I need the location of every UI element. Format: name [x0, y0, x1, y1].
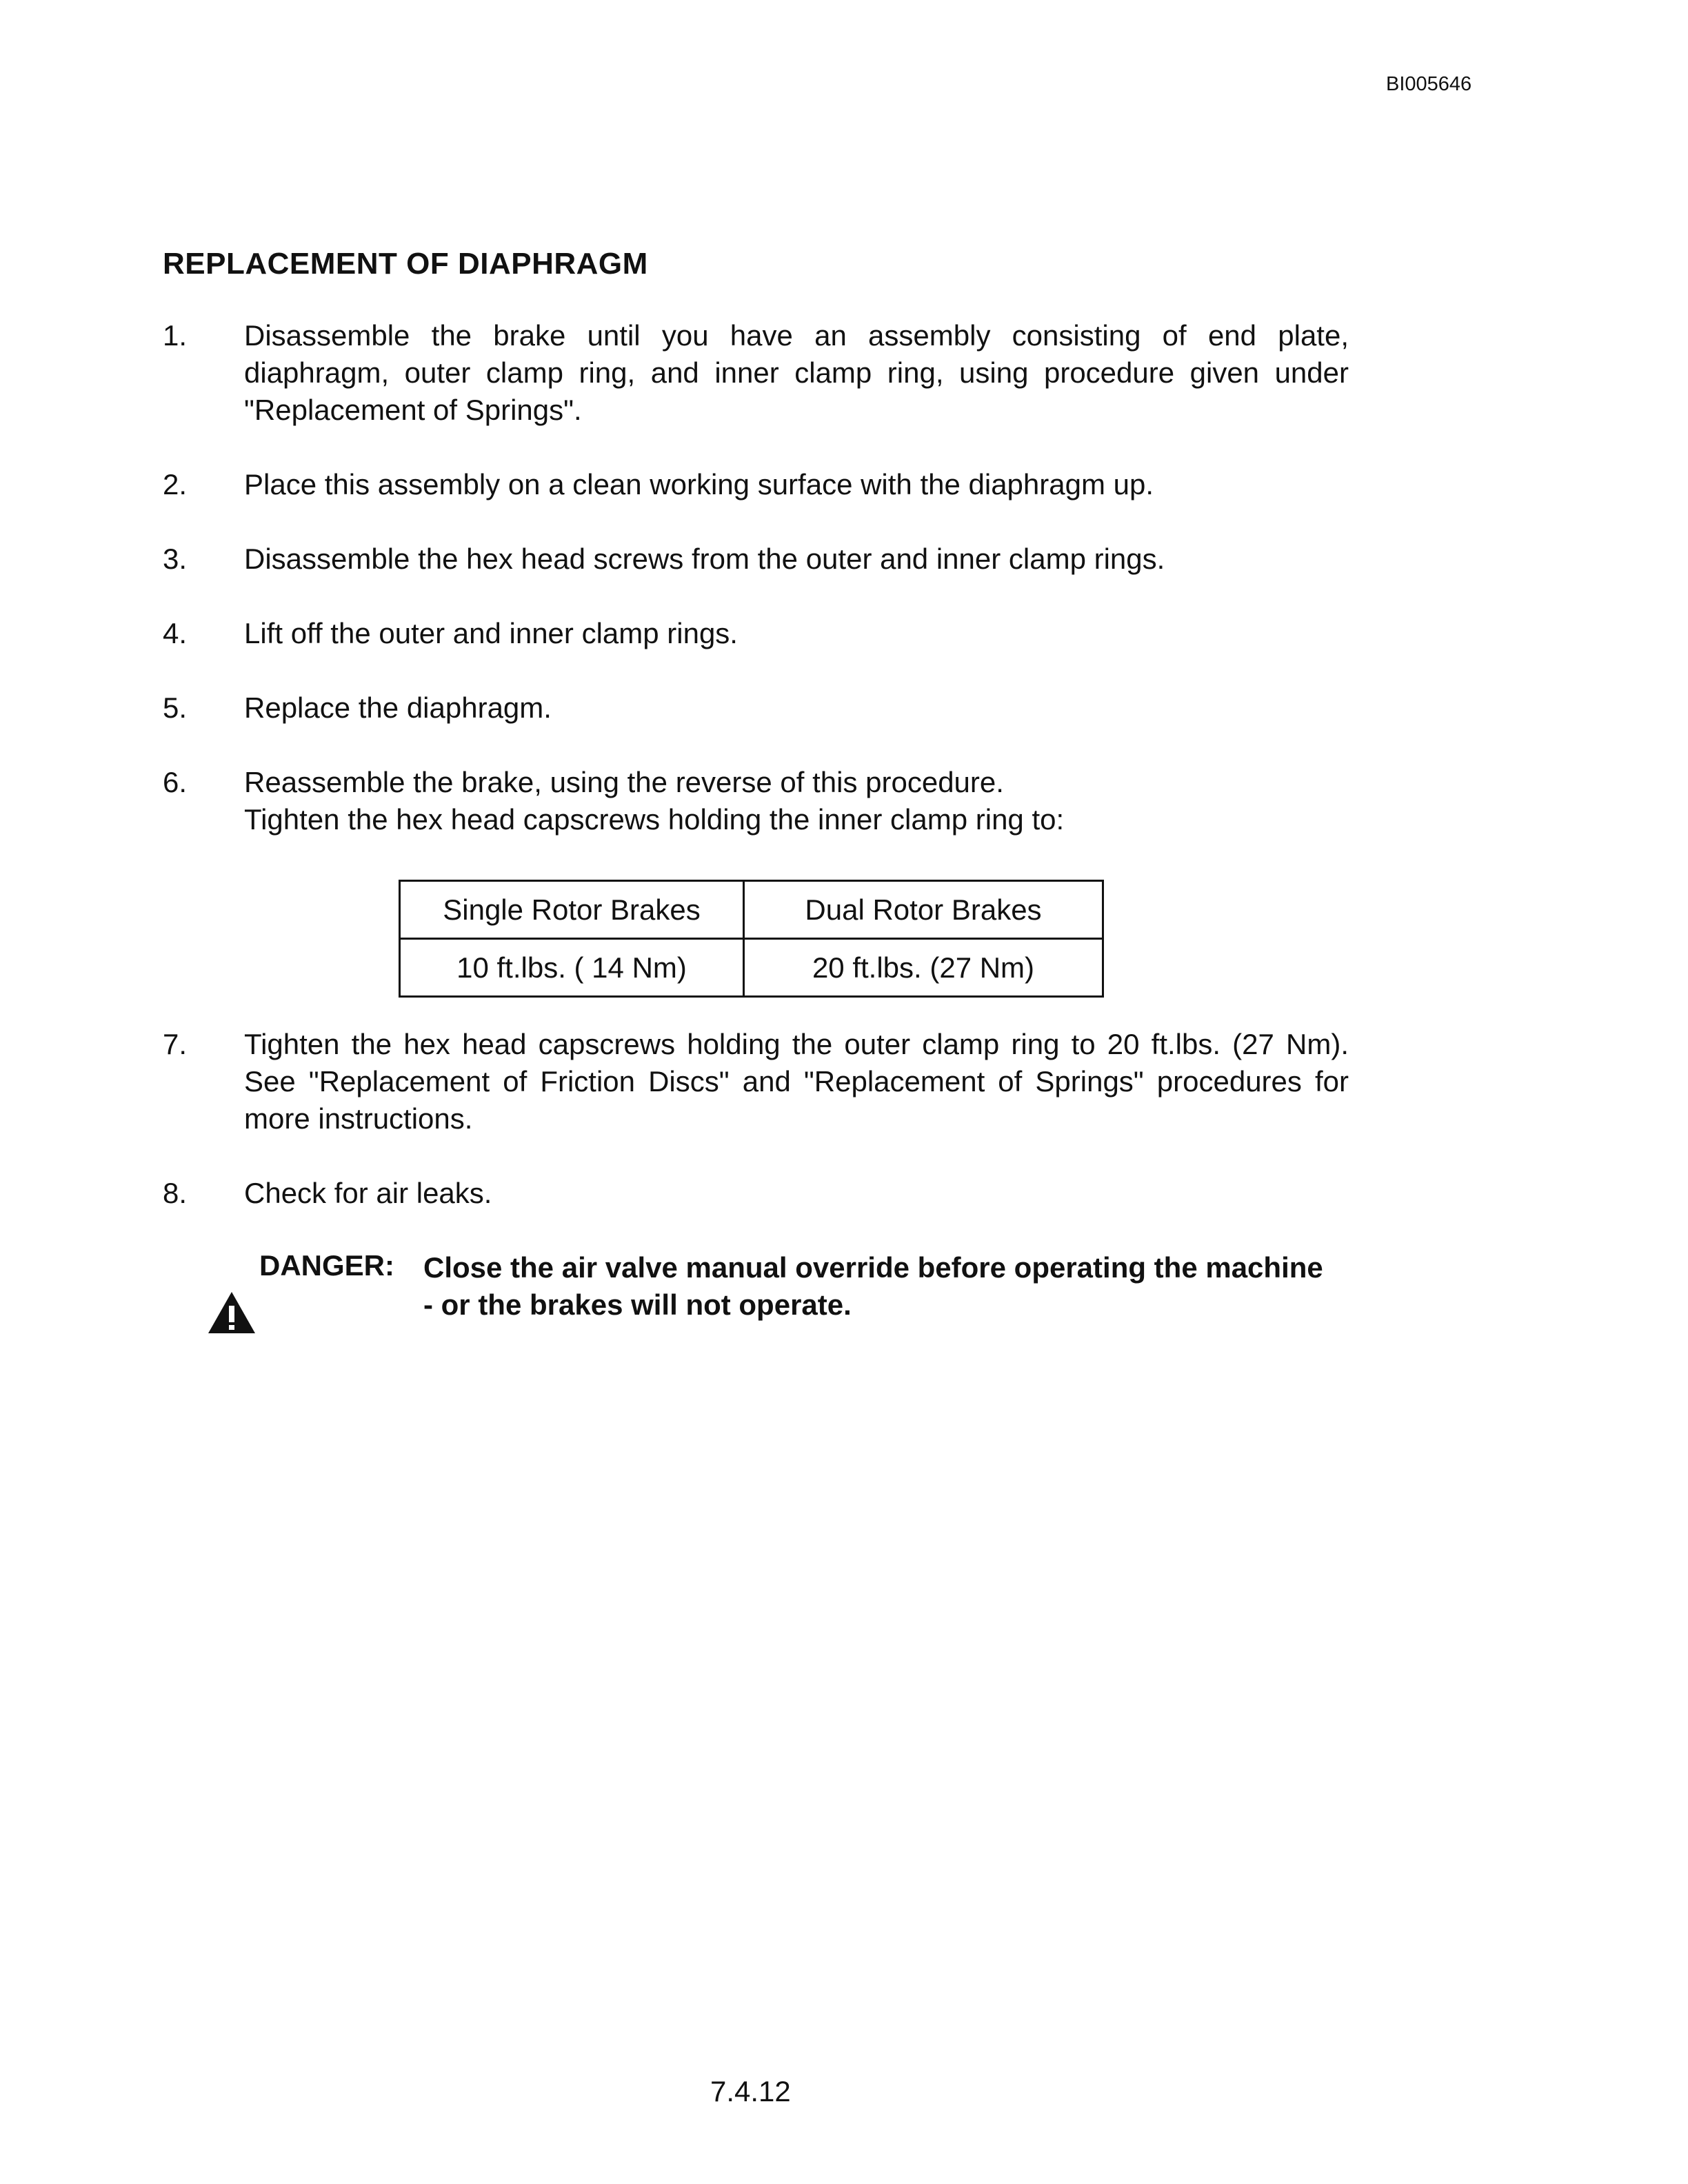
step-line: Check for air leaks. [244, 1177, 492, 1209]
table-cell: 10 ft.lbs. ( 14 Nm) [400, 939, 744, 997]
step-line: "Replacement of Springs". [244, 394, 582, 426]
step-text [244, 317, 1349, 429]
danger-line: Close the air valve manual override before operating the machine [423, 1251, 1323, 1284]
step-line: Replace the diaphragm. [244, 691, 552, 724]
danger-message [423, 1249, 1323, 1324]
step-7 [163, 1026, 1349, 1138]
step-line: Disassemble the brake until you have an assembly consisting of end plate, [244, 319, 1349, 352]
step-2 [163, 466, 1349, 503]
step-number: 6. [163, 766, 188, 798]
table-row [400, 939, 1103, 997]
step-text [244, 466, 1349, 503]
danger-label: DANGER: [259, 1249, 394, 1282]
danger-notice [207, 1249, 1379, 1346]
step-line: Reassemble the brake, using the reverse of this procedure. [244, 766, 1004, 798]
step-line: diaphragm, outer clamp ring, and inner clamp ring, using procedure given under [244, 356, 1349, 389]
step-text [244, 1175, 1349, 1212]
section-title: REPLACEMENT OF DIAPHRAGM [163, 247, 648, 281]
step-5 [163, 689, 1349, 727]
step-6 [163, 764, 1349, 838]
table-cell: 20 ft.lbs. (27 Nm) [744, 939, 1103, 997]
step-4 [163, 615, 1349, 652]
step-line: more instructions. [244, 1102, 473, 1135]
step-number: 3. [163, 543, 188, 575]
step-line: Place this assembly on a clean working surface with the diaphragm up. [244, 468, 1154, 501]
step-line: Tighten the hex head capscrews holding the outer clamp ring to 20 ft.lbs. (27 Nm). [244, 1028, 1349, 1060]
step-3 [163, 540, 1349, 578]
step-number: 8. [163, 1177, 188, 1209]
step-line: Disassemble the hex head screws from the outer and inner clamp rings. [244, 543, 1165, 575]
torque-table [399, 880, 1104, 998]
procedure-steps [163, 317, 1349, 1212]
step-line: Tighten the hex head capscrews holding the inner clamp ring to: [244, 803, 1065, 836]
step-text [244, 615, 1349, 652]
step-number: 4. [163, 617, 188, 649]
step-number: 1. [163, 319, 188, 352]
table-header-cell: Single Rotor Brakes [400, 881, 744, 939]
step-number: 7. [163, 1028, 188, 1060]
step-line: Lift off the outer and inner clamp rings. [244, 617, 738, 649]
step-text [244, 689, 1349, 727]
step-1 [163, 317, 1349, 429]
step-number: 2. [163, 468, 188, 501]
step-line: See "Replacement of Friction Discs" and "Replacement of Springs" procedures for [244, 1065, 1349, 1098]
table-header-cell: Dual Rotor Brakes [744, 881, 1103, 939]
document-id: BI005646 [1386, 73, 1472, 95]
danger-line: - or the brakes will not operate. [423, 1288, 852, 1321]
step-number: 5. [163, 691, 188, 724]
step-text [244, 764, 1349, 838]
table-header-row [400, 881, 1103, 939]
step-text [244, 540, 1349, 578]
page-number: 7.4.12 [710, 2075, 791, 2107]
warning-triangle-icon [207, 1291, 257, 1335]
step-8 [163, 1175, 1349, 1212]
step-text [244, 1026, 1349, 1138]
